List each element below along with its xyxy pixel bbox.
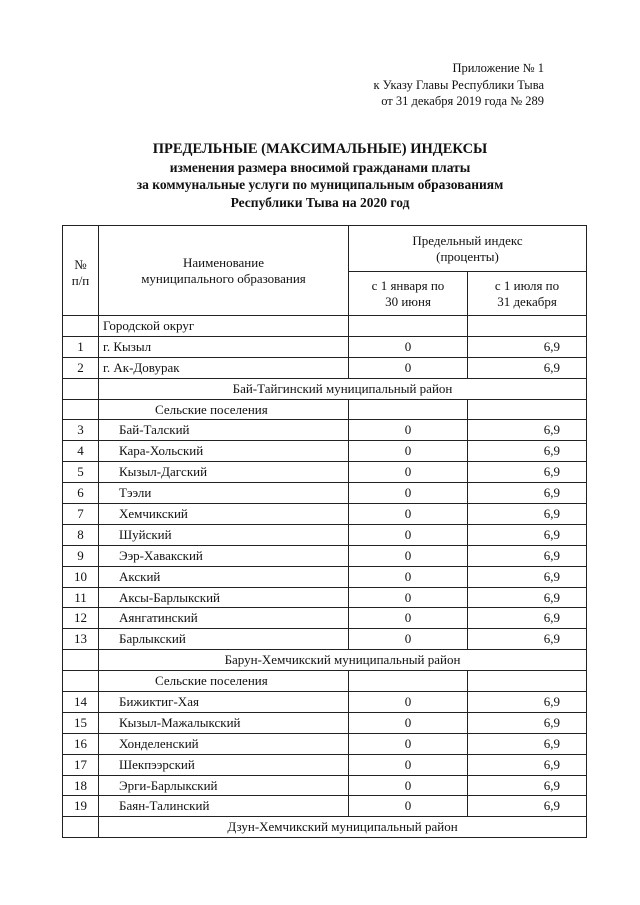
- title-line-1: ПРЕДЕЛЬНЫЕ (МАКСИМАЛЬНЫЕ) ИНДЕКСЫ: [152, 141, 488, 157]
- document-title: [0, 141, 640, 211]
- header-number-line2: п/п: [71, 272, 90, 288]
- row-number: 16: [63, 733, 99, 754]
- header-period-1: [349, 272, 468, 316]
- annex-line-2: к Указу Главы Республики Тыва: [373, 77, 544, 92]
- row-name: г. Ак-Довурак: [99, 357, 349, 378]
- row-name: Кызыл-Дагский: [99, 462, 349, 483]
- table-row: [63, 316, 587, 337]
- annex-line-1: Приложение № 1: [452, 61, 544, 75]
- index-table: [62, 225, 587, 838]
- header-index-line2: (проценты): [436, 248, 499, 264]
- row-number: 4: [63, 441, 99, 462]
- table-row: [63, 587, 587, 608]
- row-number: 3: [63, 420, 99, 441]
- row-value-1: 0: [349, 504, 468, 525]
- row-value-2: 6,9: [468, 462, 587, 483]
- header-period-1-line2: 30 июня: [385, 293, 431, 309]
- row-name: Кызыл-Мажалыкский: [99, 712, 349, 733]
- header-index-line1: Предельный индекс: [412, 232, 523, 248]
- row-name: Аксы-Барлыкский: [99, 587, 349, 608]
- row-value-2: 6,9: [468, 775, 587, 796]
- row-name: Кара-Хольский: [99, 441, 349, 462]
- row-value-2: 6,9: [468, 587, 587, 608]
- row-number: 1: [63, 336, 99, 357]
- row-value-1: 0: [349, 754, 468, 775]
- row-number: 7: [63, 504, 99, 525]
- header-index: [349, 226, 587, 272]
- group-label-city: Городской округ: [99, 316, 349, 337]
- header-period-2-line1: с 1 июля по: [494, 277, 560, 293]
- header-period-2: [468, 272, 587, 316]
- table-row: [63, 336, 587, 357]
- row-name: Аянгатинский: [99, 608, 349, 629]
- row-value-1: 0: [349, 420, 468, 441]
- row-value-1: 0: [349, 629, 468, 650]
- table-row: [63, 357, 587, 378]
- header-number-line1: №: [74, 256, 87, 272]
- row-number: 19: [63, 796, 99, 817]
- row-value-2: 6,9: [468, 608, 587, 629]
- row-number: 8: [63, 524, 99, 545]
- table-row: [63, 420, 587, 441]
- header-period-2-line2: 31 декабря: [497, 293, 557, 309]
- table-row: [63, 817, 587, 838]
- row-number: 15: [63, 712, 99, 733]
- row-name: Ээр-Хавакский: [99, 545, 349, 566]
- row-name: г. Кызыл: [99, 336, 349, 357]
- row-name: Бижиктиг-Хая: [99, 692, 349, 713]
- row-value-1: 0: [349, 357, 468, 378]
- row-value-2: 6,9: [468, 504, 587, 525]
- row-value-1: 0: [349, 462, 468, 483]
- row-name: Эрги-Барлыкский: [99, 775, 349, 796]
- row-value-1: 0: [349, 692, 468, 713]
- row-value-2: 6,9: [468, 566, 587, 587]
- annex-reference: [374, 60, 544, 110]
- district-heading: Барун-Хемчикский муниципальный район: [99, 650, 587, 671]
- row-name: Барлыкский: [99, 629, 349, 650]
- header-number: [63, 226, 99, 316]
- table-row: [63, 629, 587, 650]
- row-value-2: 6,9: [468, 754, 587, 775]
- table-row: [63, 733, 587, 754]
- row-value-2: 6,9: [468, 796, 587, 817]
- row-value-2: 6,9: [468, 524, 587, 545]
- table-row: [63, 378, 587, 399]
- table-row: [63, 754, 587, 775]
- row-value-1: 0: [349, 524, 468, 545]
- row-name: Баян-Талинский: [99, 796, 349, 817]
- row-name: Акский: [99, 566, 349, 587]
- table-row: [63, 712, 587, 733]
- row-value-1: 0: [349, 483, 468, 504]
- table-row: [63, 796, 587, 817]
- row-value-2: 6,9: [468, 357, 587, 378]
- row-number: 14: [63, 692, 99, 713]
- row-value-1: 0: [349, 336, 468, 357]
- row-value-2: 6,9: [468, 420, 587, 441]
- table-row: [63, 566, 587, 587]
- rural-settlements-label: Сельские поселения: [99, 399, 349, 420]
- row-name: Хемчикский: [99, 504, 349, 525]
- row-name: Шекпээрский: [99, 754, 349, 775]
- header-period-1-line1: с 1 января по: [371, 277, 445, 293]
- row-value-2: 6,9: [468, 545, 587, 566]
- row-name: Шуйский: [99, 524, 349, 545]
- row-value-2: 6,9: [468, 336, 587, 357]
- row-value-1: 0: [349, 441, 468, 462]
- table-row: [63, 399, 587, 420]
- row-value-2: 6,9: [468, 441, 587, 462]
- row-value-2: 6,9: [468, 733, 587, 754]
- row-value-1: 0: [349, 733, 468, 754]
- row-value-2: 6,9: [468, 483, 587, 504]
- table-row: [63, 650, 587, 671]
- row-number: 12: [63, 608, 99, 629]
- row-number: 18: [63, 775, 99, 796]
- row-number: 9: [63, 545, 99, 566]
- row-value-1: 0: [349, 775, 468, 796]
- row-value-2: 6,9: [468, 692, 587, 713]
- row-number: 17: [63, 754, 99, 775]
- table-row: [63, 462, 587, 483]
- table-row: [63, 775, 587, 796]
- district-heading: Бай-Тайгинский муниципальный район: [99, 378, 587, 399]
- table-row: [63, 608, 587, 629]
- row-number: 2: [63, 357, 99, 378]
- table-row: [63, 545, 587, 566]
- row-value-1: 0: [349, 712, 468, 733]
- title-line-4: Республики Тыва на 2020 год: [230, 194, 410, 210]
- row-value-1: 0: [349, 796, 468, 817]
- row-number: 6: [63, 483, 99, 504]
- row-number: 5: [63, 462, 99, 483]
- row-name: Бай-Талский: [99, 420, 349, 441]
- row-name: Хонделенский: [99, 733, 349, 754]
- table-row: [63, 692, 587, 713]
- row-value-1: 0: [349, 545, 468, 566]
- district-heading: Дзун-Хемчикский муниципальный район: [99, 817, 587, 838]
- row-number: 13: [63, 629, 99, 650]
- row-name: Тээли: [99, 483, 349, 504]
- row-value-1: 0: [349, 587, 468, 608]
- table-row: [63, 671, 587, 692]
- row-value-2: 6,9: [468, 629, 587, 650]
- table-row: [63, 504, 587, 525]
- rural-settlements-label: Сельские поселения: [99, 671, 349, 692]
- header-name-line2: муниципального образования: [141, 270, 306, 286]
- table-row: [63, 524, 587, 545]
- row-number: 10: [63, 566, 99, 587]
- header-name: [99, 226, 349, 316]
- title-line-3: за коммунальные услуги по муниципальным образованиям: [136, 177, 504, 192]
- title-line-2: изменения размера вносимой гражданами платы: [169, 159, 471, 175]
- row-value-1: 0: [349, 566, 468, 587]
- header-name-line1: Наименование: [183, 254, 264, 270]
- table-row: [63, 483, 587, 504]
- row-number: 11: [63, 587, 99, 608]
- row-value-2: 6,9: [468, 712, 587, 733]
- annex-line-3: от 31 декабря 2019 года № 289: [381, 94, 544, 108]
- row-value-1: 0: [349, 608, 468, 629]
- table-row: [63, 441, 587, 462]
